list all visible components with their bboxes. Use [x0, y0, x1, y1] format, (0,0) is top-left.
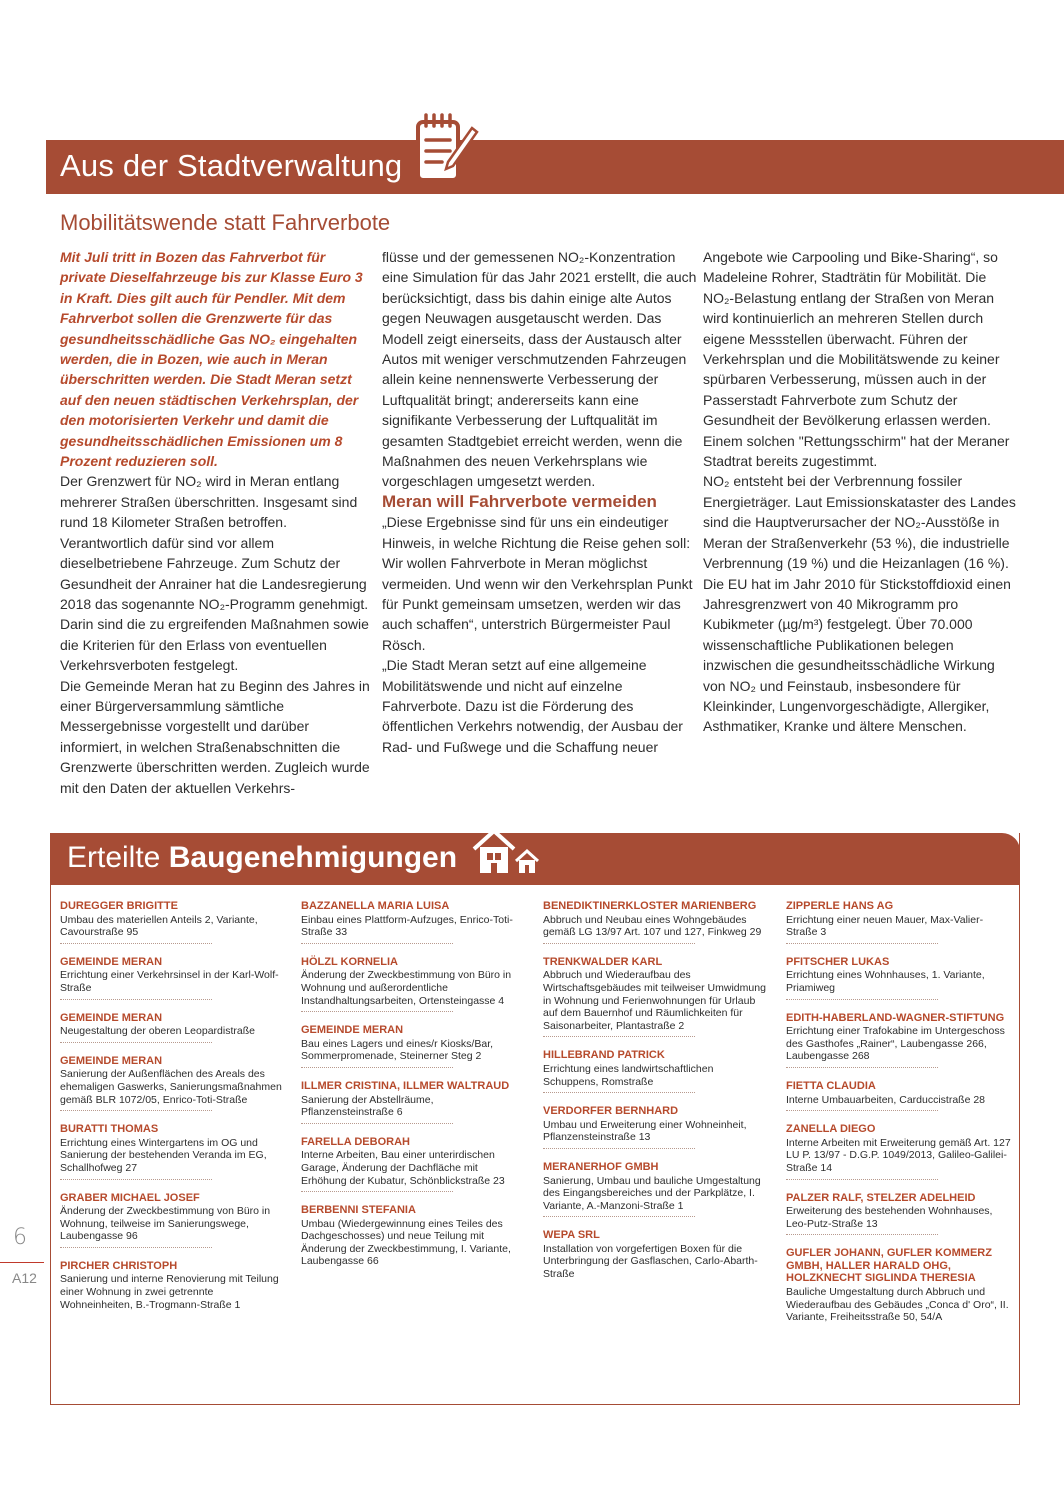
permit-entry — [301, 1136, 526, 1192]
permit-entry — [543, 1105, 768, 1149]
page-code: A12 — [12, 1270, 37, 1286]
permit-entry — [301, 1204, 526, 1268]
article-column-1 — [60, 247, 375, 798]
permit-applicant: HÖLZL KORNELIA — [301, 955, 398, 968]
permit-description: Bauliche Umgestaltung durch Abbruch und Wiederaufbau des Gebäudes „Conca d' Oro“, II. Variante, Freiheitsstraße 50, 54/A — [786, 1286, 1009, 1324]
permit-description: Errichtung eines Wintergartens im OG und Sanierung der bestehenden Veranda im EG, Schallhofweg 27 — [60, 1136, 267, 1174]
permit-applicant: GEMEINDE MERAN — [60, 1054, 163, 1067]
permit-description: Umbau des materiellen Anteils 2, Variante, Cavourstraße 95 — [60, 913, 258, 939]
dotted-divider — [60, 1179, 212, 1180]
page-rule — [0, 1262, 44, 1263]
article-lead: Mit Juli tritt in Bozen das Fahrverbot für private Dieselfahrzeuge bis zur Klasse Euro 3 in Kraft. Dies gilt auch für Pendler. Mit dem Fahrverbot sollen die Grenzwerte für das gesundheitsschädliche Gas NO₂ eingehalten werden, die in Bozen, wie auch in Meran überschritten werden. Die Stadt Meran setzt auf den neuen städtischen Verkehrsplan, der den motorisierten Verkehr und damit die gesundheitsschädlichen Emissionen um 8 Prozent reduzieren soll. — [60, 249, 363, 470]
dotted-divider — [786, 1179, 938, 1180]
page-number: 6 — [13, 1225, 27, 1250]
permit-applicant: ZANELLA DIEGO — [786, 1123, 876, 1136]
paragraph: „Die Stadt Meran setzt auf eine allgemeine Mobilitätswende und nicht auf einzelne Fahrverbote. Dazu ist die Förderung des öffentlichen Verkehrs notwendig, der Ausbau der Rad- und Fußwege und die Schaffung neuer — [382, 657, 683, 755]
permit-entry — [60, 1192, 285, 1248]
dotted-divider — [60, 1110, 212, 1111]
permit-entry — [60, 956, 285, 1000]
dotted-divider — [786, 1067, 938, 1068]
permit-description: Änderung der Zweckbestimmung von Büro in Wohnung und außerordentliche Instandhaltungsarbeiten, Ortensteingasse 4 — [301, 969, 512, 1007]
permit-description: Errichtung eines Wohnhauses, 1. Variante, Priamiweg — [786, 969, 985, 994]
permit-description: Interne Arbeiten, Bau einer unterirdischen Garage, Änderung der Dachfläche mit Erhöhung der Kubatur, Schönblickstraße 23 — [301, 1149, 505, 1187]
permit-entry — [301, 956, 526, 1012]
article-column-2 — [382, 247, 697, 757]
permit-applicant: BENEDIKTINERKLOSTER MARIENBERG — [543, 900, 757, 912]
permit-applicant: BERBENNI STEFANIA — [301, 1204, 416, 1217]
permits-title-light: Erteilte — [67, 841, 169, 874]
dotted-divider — [786, 999, 938, 1000]
dotted-divider — [786, 943, 938, 944]
permit-entry — [60, 1012, 285, 1043]
permit-description: Bau eines Lagers und eines/r Kiosks/Bar, Sommerpromenade, Steinerner Steg 2 — [301, 1037, 494, 1063]
dotted-divider — [543, 1036, 695, 1037]
permits-title-bold: Baugenehmigungen — [168, 841, 458, 874]
article-subheading: Meran will Fahrverbote vermeiden — [382, 491, 657, 511]
paragraph: flüsse und der gemessenen NO₂-Konzentration eine Simulation für das Jahr 2021 erstellt, die auch berücksichtigt, dass bis dahin einige alte Autos gegen Neuwagen ausgetauscht werden. Das Modell zeigt einerseits, dass der Austausch alter Autos mit weniger verschmutzenden Fahrzeugen allein keine nennenswerte Verbesserung der Luftqualität bringt; andererseits kann eine signifikante Verbesserung der Luftqualität im gesamten Stadtgebiet erreicht werden, wenn die Maßnahmen des neuen Verkehrsplans wie vorgeschlagen umgesetzt werden. — [382, 249, 697, 490]
paragraph: Die Gemeinde Meran hat zu Beginn des Jahres in einer Bürgerversammlung sämtliche Messergebnisse vorgestellt und darüber informiert, in welchen Straßenabschnitten die Grenzwerte überschritten werden. Zugleich wurde mit den Daten der aktuellen Verkehrs- — [60, 677, 370, 796]
permit-entry — [786, 1123, 1011, 1179]
permits-column-3 — [543, 900, 768, 1289]
dotted-divider — [60, 943, 212, 944]
permit-entry — [786, 1247, 1011, 1324]
permit-applicant: VERDORFER BERNHARD — [543, 1105, 679, 1118]
permit-entry — [786, 956, 1011, 1000]
dotted-divider — [786, 1110, 938, 1111]
permit-description: Änderung der Zweckbestimmung von Büro in Wohnung, teilweise im Sanierungswege, Laubengasse 96 — [60, 1205, 271, 1243]
permit-entry — [543, 1161, 768, 1217]
permit-description: Sanierung der Außenflächen des Areals des ehemaligen Gaswerks, Sanierungsmaßnahmen gemäß BLR 1072/05, Enrico-Toti-Straße — [60, 1068, 282, 1106]
permit-description: Abbruch und Wiederaufbau des Wirtschaftsgebäudes mit teilweiser Umwidmung in Wohnung und Ferienwohnungen für Urlaub auf dem Bauernhof und Räumlichkeiten für Saisonarbeiter, Plantastraße 2 — [543, 969, 766, 1032]
permit-applicant: MERANERHOF GMBH — [543, 1160, 659, 1173]
permit-applicant: WEPA SRL — [543, 1229, 600, 1242]
permits-title — [67, 841, 457, 875]
permit-description: Installation von vorgefertigen Boxen für die Unterbringung der Gasflaschen, Carlo-Abarth-Straße — [543, 1242, 758, 1281]
permit-entry — [543, 956, 768, 1038]
permit-entry — [301, 1024, 526, 1068]
permit-description: Errichtung einer Verkehrsinsel in der Karl-Wolf-Straße — [60, 969, 279, 994]
permits-column-4 — [786, 900, 1011, 1332]
dotted-divider — [301, 1123, 453, 1124]
paragraph: Angebote wie Carpooling und Bike-Sharing“, so Madeleine Rohrer, Stadträtin für Mobilität. Die NO₂-Belastung entlang der Straßen von Meran wird kontinuierlich an mehreren Stellen durch eigene Messstellen überwacht. Führen der Verkehrsplan und die Mobilitätswende zu keiner spürbaren Verbesserung, müssen auch in der Passerstadt Fahrverbote zum Schutz der Gesundheit der Bevölkerung erlassen werden. Einem solchen "Rettungsschirm" hat der Meraner Stadtrat bereits zugestimmt. — [703, 249, 1010, 470]
permit-entry — [60, 1123, 285, 1179]
paragraph: Der Grenzwert für NO₂ wird in Meran entlang mehrerer Straßen überschritten. Insgesamt sind rund 18 Kilometer Straßen betroffen. Verantwortlich dafür sind vor allem dieselbetriebene Fahrzeuge. Zum Schutz der Gesundheit der Anrainer hat die Landesregierung 2018 das sogenannte NO₂-Programm genehmigt. Darin sind die zu ergreifenden Maßnahmen sowie die Kriterien für den Erlass von eventuellen Verkehrsverboten festgelegt. — [60, 473, 369, 674]
permit-applicant: DUREGGER BRIGITTE — [60, 900, 178, 912]
permit-description: Interne Umbauarbeiten, Carduccistraße 28 — [786, 1093, 986, 1106]
dotted-divider — [786, 1234, 938, 1235]
dotted-divider — [543, 1092, 695, 1093]
permit-description: Einbau eines Plattform-Aufzuges, Enrico-Toti-Straße 33 — [301, 913, 513, 939]
permit-entry — [786, 1012, 1011, 1068]
permit-applicant: EDITH-HABERLAND-WAGNER-STIFTUNG — [786, 1011, 1005, 1024]
permit-description: Umbau (Wiedergewinnung eines Teiles des Dachgeschosses) und neue Teilung mit Änderung der Zweckbestimmung, I. Variante, Laubengasse 66 — [301, 1217, 511, 1268]
permit-applicant: GUFLER JOHANN, GUFLER KOMMERZ GMBH, HALLER HARALD OHG, HOLZKNECHT SIGLINDA THERESIA — [786, 1247, 992, 1285]
permit-entry — [301, 900, 526, 944]
permit-description: Sanierung, Umbau und bauliche Umgestaltung des Eingangsbereiches und der Parkplätze, I. Variante, A.-Manzoni-Straße 1 — [543, 1174, 761, 1212]
permit-description: Neugestaltung der oberen Leopardistraße — [60, 1025, 255, 1038]
permit-applicant: PALZER RALF, STELZER ADELHEID — [786, 1191, 976, 1204]
permits-column-2 — [301, 900, 526, 1276]
permit-applicant: ZIPPERLE HANS AG — [786, 900, 894, 912]
dotted-divider — [543, 943, 695, 944]
permit-description: Errichtung einer Trafokabine im Untergeschoss des Gasthofes „Rainer“, Laubengasse 266, Laubengasse 268 — [786, 1025, 1005, 1063]
permit-entry — [786, 1192, 1011, 1236]
dotted-divider — [301, 1191, 453, 1192]
permit-description: Interne Arbeiten mit Erweiterung gemäß Art. 127 LU P. 13/97 - D.G.P. 1049/2013, Galileo-Galilei-Straße 14 — [786, 1136, 1011, 1174]
permit-entry — [543, 1049, 768, 1093]
houses-icon — [472, 827, 542, 875]
permit-description: Errichtung eines landwirtschaftlichen Schuppens, Romstraße — [543, 1062, 714, 1088]
section-title: Aus der Stadtverwaltung — [60, 148, 403, 183]
permit-applicant: GRABER MICHAEL JOSEF — [60, 1191, 200, 1204]
permit-description: Sanierung und interne Renovierung mit Teilung einer Wohnung in zwei getrennte Wohneinheiten, B.-Trogmann-Straße 1 — [60, 1273, 279, 1311]
permit-applicant: ILLMER CRISTINA, ILLMER WALTRAUD — [301, 1079, 510, 1092]
dotted-divider — [543, 1148, 695, 1149]
permit-description: Erweiterung des bestehenden Wohnhauses, Leo-Putz-Straße 13 — [786, 1205, 993, 1230]
article-headline: Mobilitätswende statt Fahrverbote — [60, 210, 391, 235]
article-column-3 — [703, 247, 1018, 737]
permit-description: Errichtung einer neuen Mauer, Max-Valier-Straße 3 — [786, 913, 984, 939]
permit-applicant: HILLEBRAND PATRICK — [543, 1049, 665, 1062]
permit-applicant: PIRCHER CHRISTOPH — [60, 1259, 178, 1272]
permit-applicant: GEMEINDE MERAN — [60, 955, 163, 968]
permits-column-1 — [60, 900, 285, 1319]
paragraph: NO₂ entsteht bei der Verbrennung fossiler Energieträger. Laut Emissionskataster des Landes sind die Hauptverursacher der NO₂-Ausstöße in Meran der Straßenverkehr (53 %), die industrielle Verbrennung (19 %) und die Heizanlagen (16 %). Die EU hat im Jahr 2010 für Stickstoffdioxid einen Jahresgrenzwert von 40 Mikrogramm pro Kubikmeter (µg/m³) festgelegt. Über 70.000 wissenschaftliche Publikationen belegen inzwischen die gesundheitsschädliche Wirkung von NO₂ und Feinstaub, insbesondere für Kleinkinder, Lungenvorgeschädigte, Allergiker, Asthmatiker, Kranke und ältere Menschen. — [703, 473, 1016, 735]
permit-entry — [543, 1229, 768, 1280]
permit-description: Abbruch und Neubau eines Wohngebäudes gemäß LG 13/97 Art. 107 und 127, Finkweg 29 — [543, 913, 762, 939]
dotted-divider — [60, 999, 212, 1000]
paragraph: „Diese Ergebnisse sind für uns ein eindeutiger Hinweis, in welche Richtung die Reise gehen soll: Wir wollen Fahrverbote in Meran möglichst vermeiden. Und wenn wir den Verkehrsplan Punkt für Punkt gemeinsam umsetzen, werden wir das auch schaffen“, unterstrich Bürgermeister Paul Rösch. — [382, 514, 693, 653]
permit-description: Sanierung der Abstellräume, Pflanzensteinstraße 6 — [301, 1093, 434, 1119]
permit-entry — [60, 900, 285, 944]
permit-applicant: TRENKWALDER KARL — [543, 955, 663, 968]
dotted-divider — [301, 1067, 453, 1068]
permit-description: Umbau und Erweiterung einer Wohneinheit, Pflanzensteinstraße 13 — [543, 1118, 747, 1144]
section-banner — [46, 140, 1064, 194]
permit-entry — [301, 1080, 526, 1124]
dotted-divider — [301, 1011, 453, 1012]
dotted-divider — [60, 1247, 212, 1248]
dotted-divider — [543, 1216, 695, 1217]
permit-applicant: FIETTA CLAUDIA — [786, 1079, 876, 1092]
permit-applicant: GEMEINDE MERAN — [60, 1011, 163, 1024]
permit-entry — [60, 1260, 285, 1311]
permit-applicant: FARELLA DEBORAH — [301, 1135, 410, 1148]
permit-applicant: GEMEINDE MERAN — [301, 1024, 404, 1037]
permit-applicant: BAZZANELLA MARIA LUISA — [301, 900, 450, 912]
permit-applicant: BURATTI THOMAS — [60, 1123, 159, 1136]
permit-entry — [786, 900, 1011, 944]
notepad-pen-icon — [410, 110, 480, 186]
permit-entry — [786, 1080, 1011, 1111]
dotted-divider — [301, 943, 453, 944]
permit-entry — [60, 1055, 285, 1111]
permit-applicant: PFITSCHER LUKAS — [786, 955, 890, 968]
dotted-divider — [60, 1042, 212, 1043]
permit-entry — [543, 900, 768, 944]
